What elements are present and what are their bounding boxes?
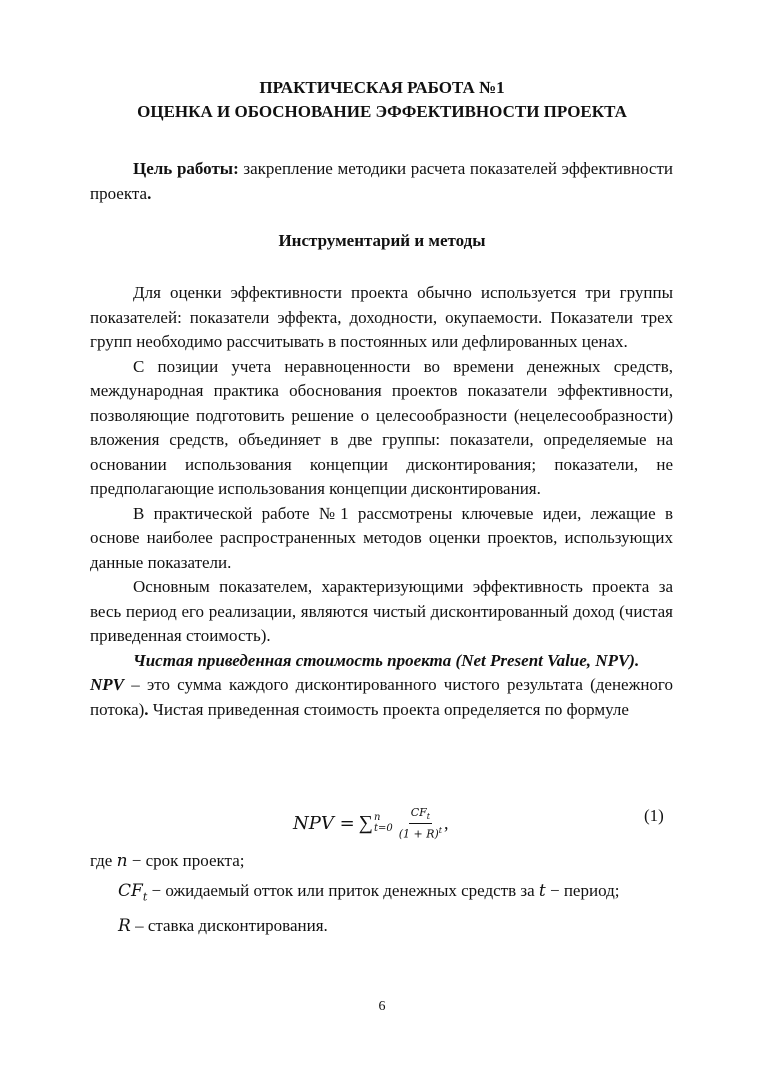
sum-lower-limit: t=0 <box>373 823 393 835</box>
main-text <box>90 281 673 722</box>
npv-dot: . <box>144 699 149 719</box>
definition-r <box>90 911 673 941</box>
def-n-text: − срок проекта; <box>127 851 245 870</box>
formula-comma: , <box>444 812 449 833</box>
page-number: 6 <box>378 999 386 1014</box>
def-cf-text: − ожидаемый отток или приток денежных средств за <box>147 881 539 900</box>
paragraph-2: С позиции учета неравноценности во времени денежных средств, международная практика обоснования проектов показатели эффективности, позволяющие подготовить решение о целесообразности (нецелесообразности) вложения средств, объединяет в две группы: показатели, определяемые на основании использования концепции дисконтирования; показатели, не предполагающие использования концепции дисконтирования. <box>90 356 673 498</box>
fraction-denominator: (1 + R) <box>398 827 439 841</box>
formula-lhs: NPV = <box>293 812 355 834</box>
var-cf-subscript: t <box>142 890 148 904</box>
goal-end: . <box>147 183 152 203</box>
npv-formula <box>0 800 764 850</box>
paragraph-3: В практической работе №1 рассмотрены ключевые идеи, лежащие в основе наиболее распространенных методов оценки проектов, использующих данные показатели. <box>90 503 673 572</box>
paragraph-npv-definition <box>90 673 673 722</box>
var-cf: CF <box>118 881 143 901</box>
npv-heading: Чистая приведенная стоимость проекта (Net Present Value, NPV). <box>133 650 640 670</box>
def-cf-text-2: − период; <box>545 881 620 900</box>
definition-n <box>90 846 673 876</box>
npv-text-1: – это сумма каждого дисконтированного чистого результата (денежного потока) <box>90 675 673 719</box>
npv-text-2: Чистая приведенная стоимость проекта определяется по формуле <box>148 699 629 719</box>
sigma-symbol: ∑ <box>358 811 373 834</box>
title-line-1: ПРАКТИЧЕСКАЯ РАБОТА №1 <box>259 78 505 97</box>
npv-abbr: NPV <box>90 675 124 694</box>
goal-label: Цель работы: <box>133 159 239 178</box>
goal-text: закрепление методики расчета показателей эффективности проекта <box>90 159 673 203</box>
paragraph-1: Для оценки эффективности проекта обычно используется три группы показателей: показатели эффекта, доходности, окупаемости. Показатели трех групп необходимо рассчитывать в постоянных или дефлированных ценах. <box>90 283 673 351</box>
var-n: n <box>116 851 128 871</box>
var-r: R <box>118 916 131 937</box>
denominator-superscript: t <box>438 826 442 836</box>
fraction-numerator: CF <box>410 806 427 819</box>
definition-cf <box>90 876 673 911</box>
paragraph-4: Основным показателем, характеризующими эффективность проекта за весь период его реализации, являются чистый дисконтированный доход (чистая приведенная стоимость). <box>90 577 673 645</box>
var-t: t <box>538 881 546 901</box>
formula-number: (1) <box>644 806 664 825</box>
numerator-subscript: t <box>426 812 430 822</box>
sum-upper-limit: n <box>373 812 381 824</box>
formula-fraction <box>397 806 444 841</box>
formula-definitions <box>90 846 673 941</box>
def-prefix: где <box>90 851 117 870</box>
def-r-text: – ставка дисконтирования. <box>130 916 328 936</box>
title-line-2: ОЦЕНКА И ОБОСНОВАНИЕ ЭФФЕКТИВНОСТИ ПРОЕКТА <box>137 102 627 121</box>
section-heading: Инструментарий и методы <box>278 231 486 250</box>
goal-paragraph <box>90 157 673 206</box>
